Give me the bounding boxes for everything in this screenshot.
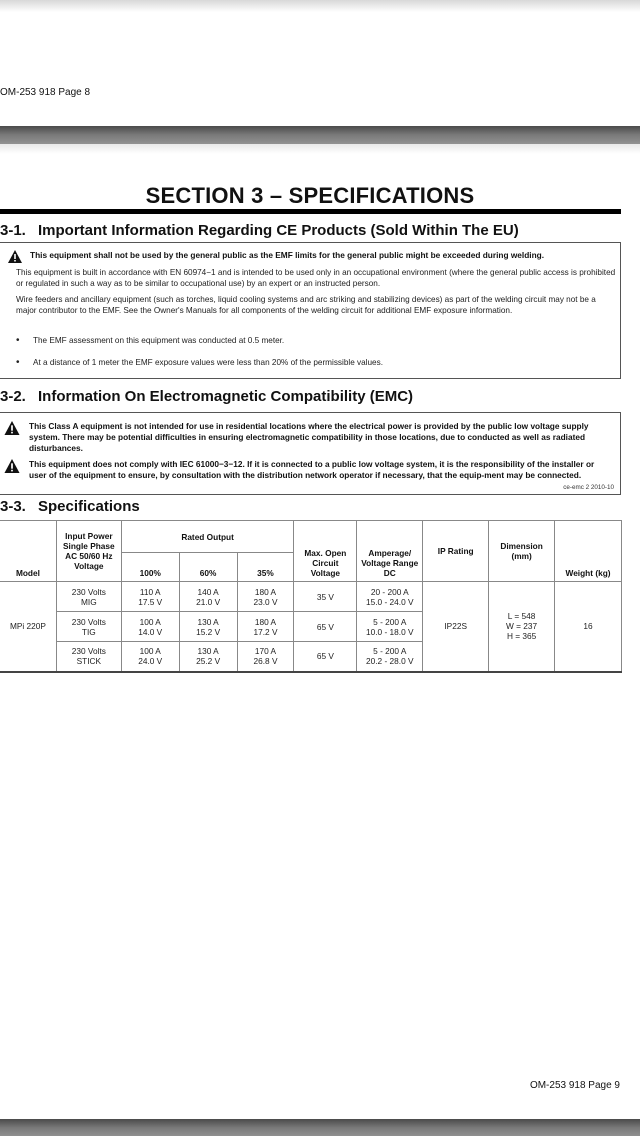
header-ocv: Max. Open Circuit Voltage [294,521,357,582]
emc-warning [4,421,614,454]
header-ip-rating: IP Rating [423,521,489,582]
emc-warning-text: This Class A equipment is not intended for use in residential locations where the electrical power is provided by the public low voltage supply system. There may be potential difficulties in ensuring electromagnetic compatibility in those locations, due to conducted as well as radiated disturbances. [29,421,589,453]
cell-input: 230 Volts MIG [56,582,121,612]
cell-input: 230 Volts TIG [56,612,121,642]
emc-heading-number: 3-2. [0,388,26,405]
warning-triangle-icon [8,250,22,263]
specs-heading-number: 3-3. [0,498,26,515]
emc-warning-text: This equipment does not comply with IEC 61000−3−12. If it is connected to a public low voltage system, it is the responsibility of the installer or user of the equipment to ensure, by consultation with the distribution network operator if necessary, that the equip-ment may be connected. [29,459,595,480]
emc-document-code: ce-emc 2 2010-10 [563,484,614,491]
specifications-table [0,520,622,673]
section-rule [0,209,621,214]
ce-bullet [16,358,383,368]
bullet-icon: • [16,357,20,368]
cell-dimension: L = 548 W = 237 H = 365 [489,582,555,672]
warning-triangle-icon [4,421,20,435]
cell-duty-100: 100 A 14.0 V [121,612,179,642]
emc-heading-text: Information On Electromagnetic Compatibility (EMC) [38,388,414,405]
header-input-power: Input Power Single Phase AC 50/60 Hz Voltage [56,521,121,582]
cell-range: 20 - 200 A 15.0 - 24.0 V [357,582,423,612]
header-model: Model [0,521,56,582]
section-title: SECTION 3 – SPECIFICATIONS [145,183,475,208]
ce-heading [0,222,519,239]
ce-bullet-text: The EMF assessment on this equipment was conducted at 0.5 meter. [33,336,285,345]
cell-range: 5 - 200 A 20.2 - 28.0 V [357,642,423,672]
header-weight: Weight (kg) [555,521,622,582]
page-footer: OM-253 918 Page 9 [529,1080,620,1091]
header-duty-35: 35% [237,553,294,582]
cell-duty-35: 180 A 17.2 V [237,612,294,642]
cell-duty-60: 130 A 25.2 V [179,642,237,672]
warning-triangle-icon [4,459,20,473]
page-separator [0,126,640,144]
cell-duty-35: 180 A 23.0 V [237,582,294,612]
header-duty-60: 60% [179,553,237,582]
cell-duty-35: 170 A 26.8 V [237,642,294,672]
cell-ocv: 65 V [294,642,357,672]
ce-bullet [16,336,284,346]
specs-heading-text: Specifications [38,498,140,515]
cell-ocv: 65 V [294,612,357,642]
cell-ip-rating: IP22S [423,582,489,672]
cell-ocv: 35 V [294,582,357,612]
ce-info-box [0,242,621,379]
cell-range: 5 - 200 A 10.0 - 18.0 V [357,612,423,642]
cell-duty-100: 100 A 24.0 V [121,642,179,672]
cell-model: MPi 220P [0,582,56,672]
emc-heading [0,388,413,405]
previous-page-footer: OM-253 918 Page 8 [0,87,91,98]
ce-paragraph: Wire feeders and ancillary equipment (such as torches, liquid cooling systems and arc striking and stabilizing devices) as part of the welding circuit may not be a major contributor to the EMF. See the Owner's Manuals for all components of the welding circuit for additional EMF exposure information. [16,295,596,315]
ce-paragraph: This equipment is built in accordance with EN 60974−1 and is intended to be used only in an occupational environment (where the general public access is prohibited or regulated in such a way as to be similar to occupational use) by an expert or an instructed person. [16,268,616,288]
header-dimension: Dimension (mm) [489,521,555,582]
ce-warning-text: This equipment shall not be used by the general public as the EMF limits for the general public might be exceeded during welding. [30,250,545,260]
page-separator [0,1119,640,1136]
ce-heading-text: Important Information Regarding CE Products (Sold Within The EU) [38,222,519,239]
ce-bullet-text: At a distance of 1 meter the EMF exposure values were less than 20% of the permissible values. [33,358,383,367]
cell-duty-100: 110 A 17.5 V [121,582,179,612]
table-row [0,582,622,612]
cell-duty-60: 130 A 15.2 V [179,612,237,642]
bullet-icon: • [16,335,20,346]
cell-weight: 16 [555,582,622,672]
ce-warning [8,250,544,263]
emc-warning [4,459,614,481]
header-duty-100: 100% [121,553,179,582]
header-rated-output: Rated Output [121,521,294,553]
specs-heading [0,498,140,515]
top-shadow [0,0,640,12]
ce-heading-number: 3-1. [0,222,26,239]
cell-duty-60: 140 A 21.0 V [179,582,237,612]
emc-info-box [0,412,621,495]
cell-input: 230 Volts STICK [56,642,121,672]
header-range: Amperage/ Voltage Range DC [357,521,423,582]
table-header-row [0,521,622,553]
